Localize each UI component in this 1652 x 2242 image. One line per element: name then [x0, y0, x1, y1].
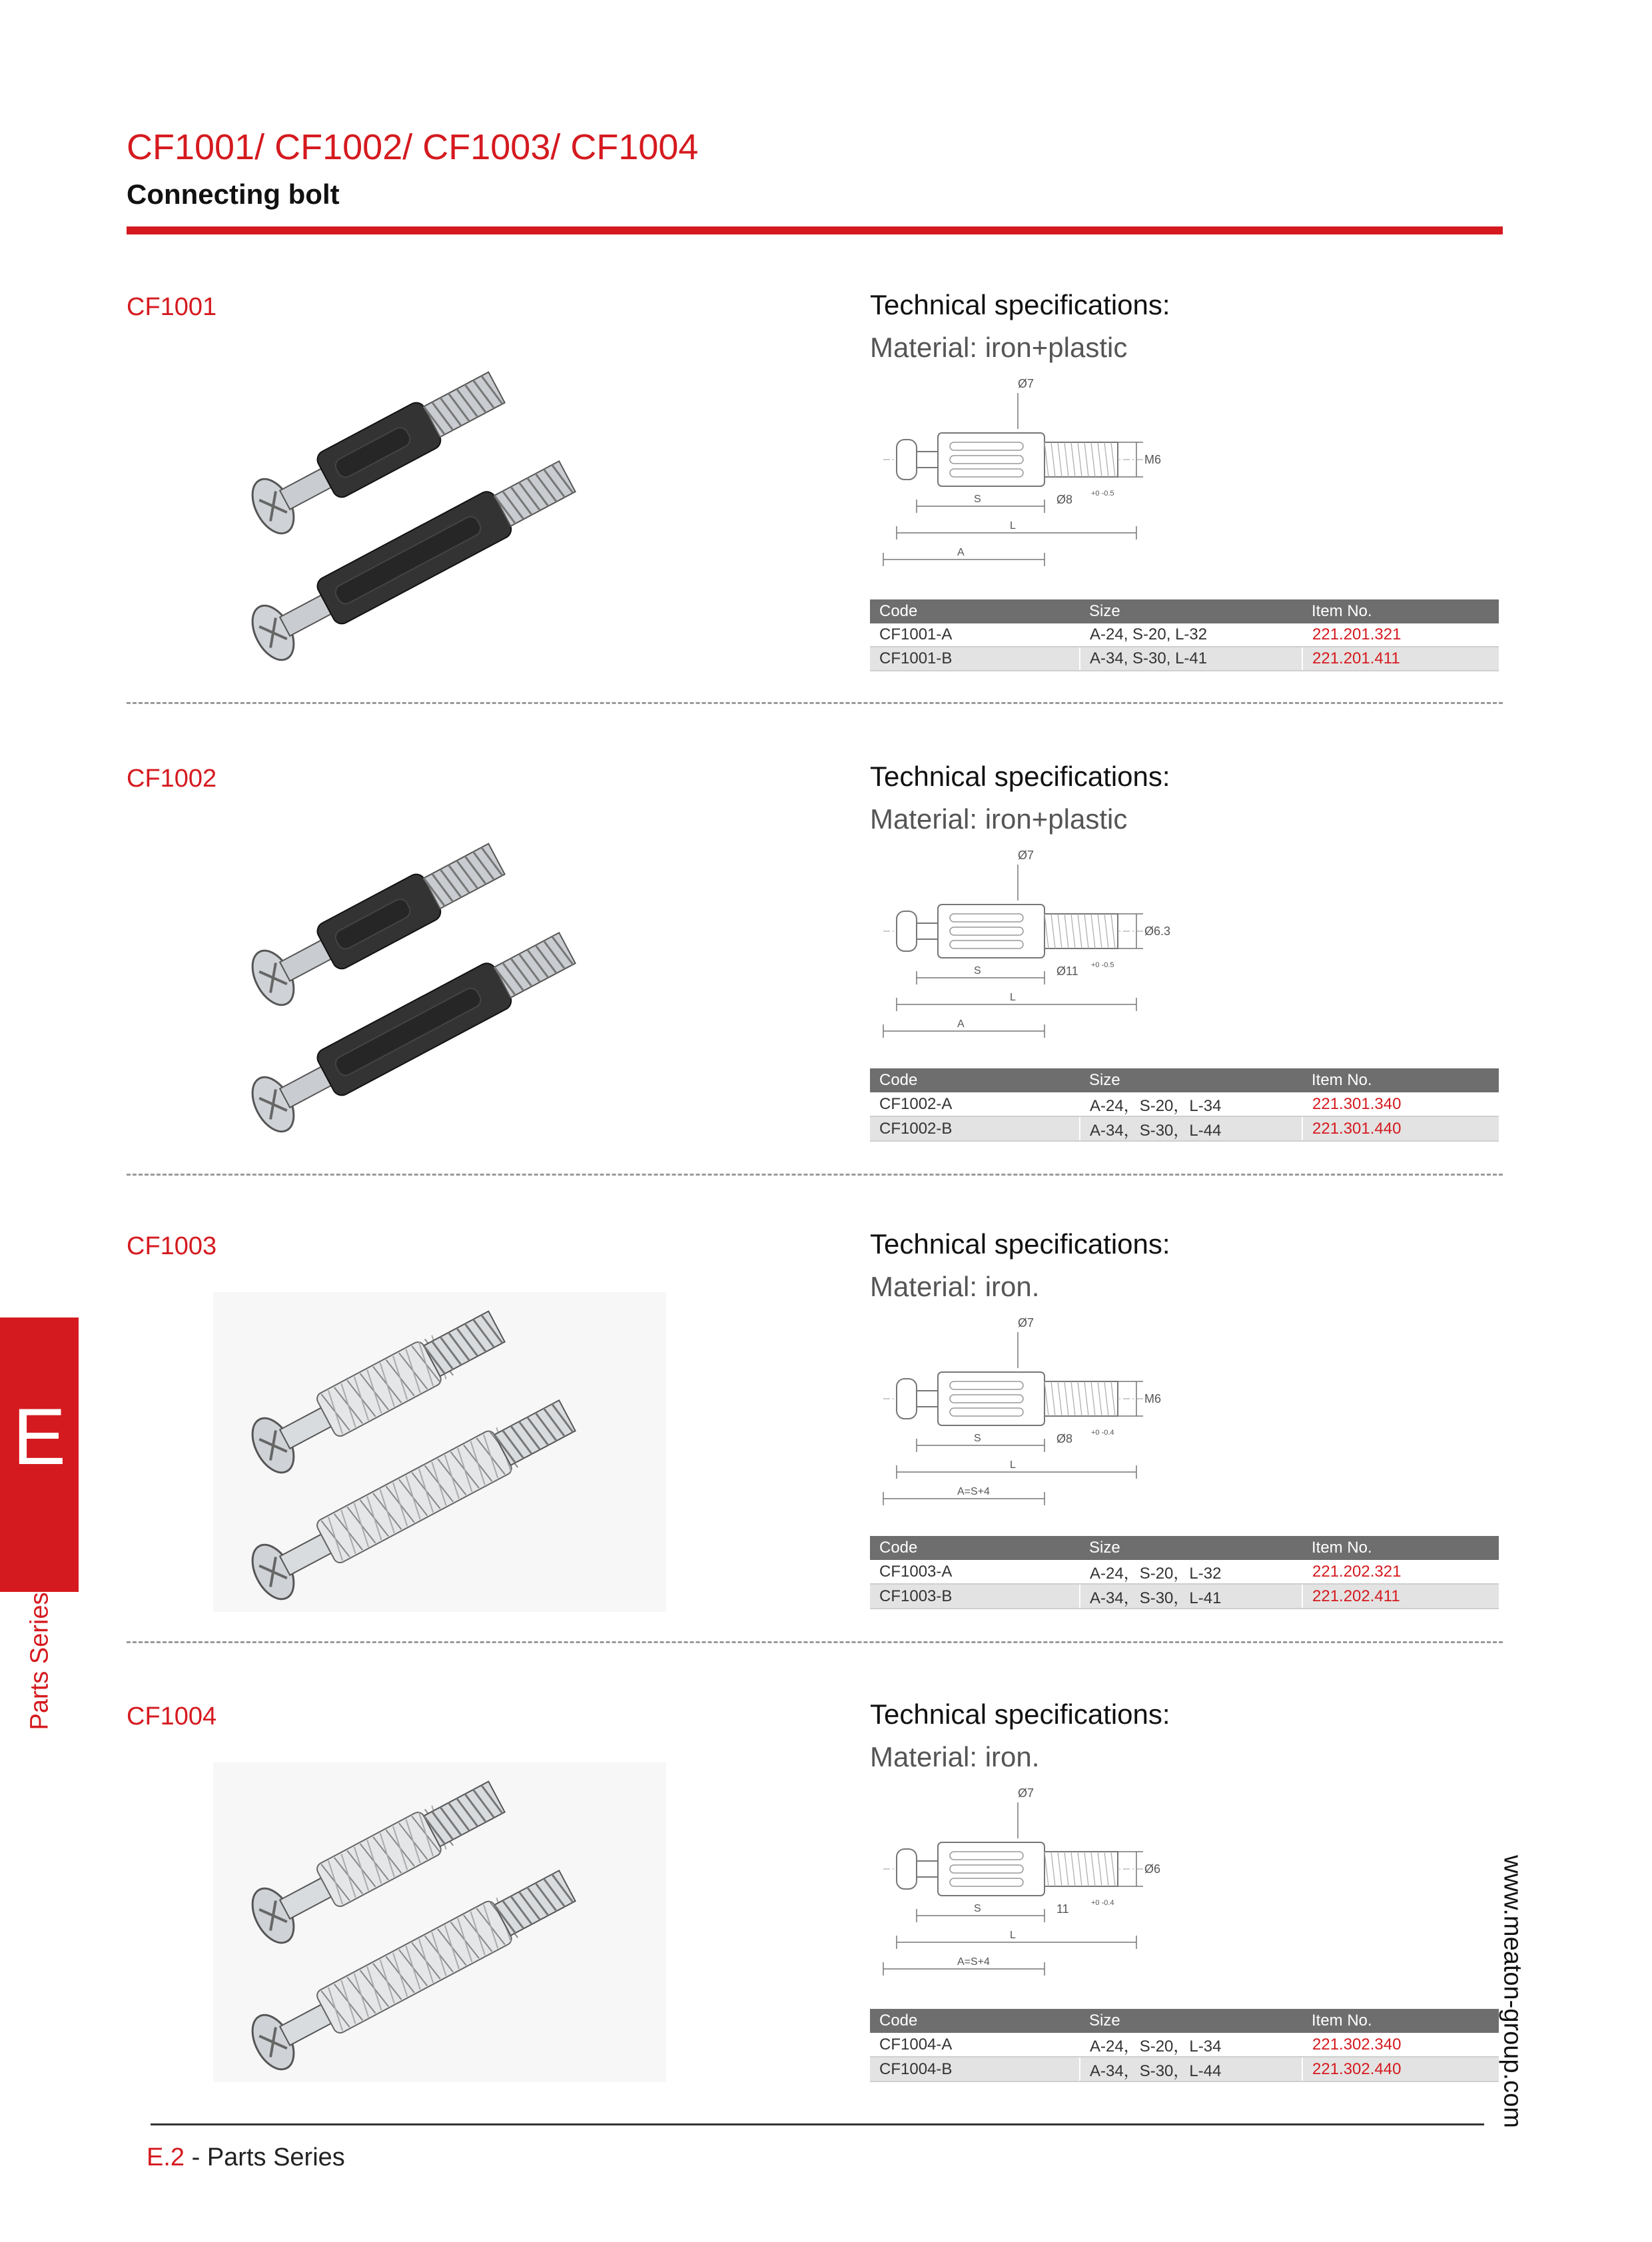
- drawing-head: [897, 1379, 917, 1419]
- col-size-header: Size: [1080, 1536, 1302, 1560]
- cell-code: CF1001-B: [870, 647, 1080, 671]
- dim-s-label: S: [974, 965, 981, 976]
- cell-size: A-24，S-20，L-34: [1080, 1092, 1302, 1116]
- table-header-row: [870, 2009, 1499, 2033]
- spec-material: Material: iron+plastic: [870, 803, 1128, 835]
- spec-title: Technical specifications:: [870, 1228, 1170, 1260]
- header-divider: [127, 226, 1503, 234]
- section-divider: [127, 1641, 1503, 1643]
- drawing-head: [897, 440, 917, 480]
- spec-table: [870, 1068, 1499, 1142]
- drawing-neck: [917, 452, 938, 468]
- page-subtitle: Connecting bolt: [127, 179, 340, 210]
- cell-code: CF1004-A: [870, 2033, 1080, 2057]
- spec-table: [870, 2009, 1499, 2082]
- cell-size: A-34，S-30，L-44: [1080, 2057, 1302, 2081]
- col-item-header: Item No.: [1302, 1068, 1499, 1092]
- cell-item-number: 221.201.411: [1302, 647, 1499, 671]
- product-photo: [200, 1279, 679, 1619]
- website-url[interactable]: www.meaton-group.com: [1498, 1855, 1527, 2128]
- product-code: CF1003: [127, 1232, 217, 1260]
- dim-l-label: L: [1010, 992, 1016, 1003]
- spec-title: Technical specifications:: [870, 761, 1170, 792]
- cell-item-number: 221.201.321: [1302, 623, 1499, 647]
- table-row: [870, 1584, 1499, 1609]
- cell-size: A-24，S-20，L-34: [1080, 2033, 1302, 2057]
- dim-diameter-label: Ø7: [1018, 849, 1034, 862]
- drawing-neck: [917, 1861, 938, 1877]
- product-code: CF1001: [127, 293, 217, 321]
- table-row: [870, 2033, 1499, 2057]
- table-header-row: [870, 599, 1499, 623]
- footer-separator: -: [185, 2143, 207, 2171]
- section-tab: [0, 1317, 79, 1592]
- drawing-body: [938, 433, 1044, 486]
- col-code-header: Code: [870, 2009, 1080, 2033]
- technical-drawing: [870, 845, 1176, 1051]
- cell-item-number: 221.302.440: [1302, 2057, 1499, 2081]
- dim-tolerance-label: +0 -0.4: [1091, 1429, 1114, 1437]
- cell-item-number: 221.302.340: [1302, 2033, 1499, 2057]
- spec-title: Technical specifications:: [870, 1698, 1170, 1730]
- col-item-header: Item No.: [1302, 599, 1499, 623]
- table-header-row: [870, 1536, 1499, 1560]
- cell-code: CF1003-A: [870, 1560, 1080, 1584]
- footer-section: Parts Series: [206, 2143, 345, 2171]
- col-code-header: Code: [870, 1068, 1080, 1092]
- dim-tolerance-label: +0 -0.5: [1091, 490, 1114, 498]
- cell-size: A-34，S-30，L-41: [1080, 1584, 1302, 1609]
- product-section: [0, 761, 1652, 1231]
- section-divider: [127, 702, 1503, 704]
- dim-thread-label: M6: [1144, 453, 1162, 466]
- col-size-header: Size: [1080, 599, 1302, 623]
- table-row: [870, 1092, 1499, 1116]
- col-item-header: Item No.: [1302, 2009, 1499, 2033]
- cell-code: CF1003-B: [870, 1584, 1080, 1609]
- cell-size: A-34，S-30，L-44: [1080, 1116, 1302, 1141]
- product-photo: [200, 811, 679, 1151]
- dim-diameter-label: Ø7: [1018, 1316, 1034, 1329]
- dim-body-label: Ø8: [1056, 1432, 1073, 1445]
- dim-tolerance-label: +0 -0.5: [1091, 961, 1114, 969]
- technical-drawing: [870, 1782, 1176, 1989]
- cell-code: CF1002-A: [870, 1092, 1080, 1116]
- dim-s-label: S: [974, 1903, 981, 1914]
- col-item-header: Item No.: [1302, 1536, 1499, 1560]
- product-section: [0, 1228, 1652, 1698]
- technical-drawing: [870, 1312, 1176, 1519]
- drawing-neck: [917, 923, 938, 939]
- table-row: [870, 1560, 1499, 1584]
- drawing-body: [938, 905, 1044, 958]
- cell-code: CF1002-B: [870, 1116, 1080, 1141]
- dim-body-label: Ø8: [1056, 493, 1073, 506]
- drawing-body: [938, 1372, 1044, 1425]
- product-photo: [200, 1749, 679, 2089]
- page-footer: [147, 2143, 345, 2172]
- table-header-row: [870, 1068, 1499, 1092]
- dim-tolerance-label: +0 -0.4: [1091, 1899, 1114, 1907]
- dim-a-label: A: [957, 547, 965, 558]
- table-row: [870, 2057, 1499, 2081]
- product-code: CF1002: [127, 765, 217, 793]
- cell-size: A-24, S-20, L-32: [1080, 623, 1302, 647]
- table-row: [870, 1116, 1499, 1141]
- col-code-header: Code: [870, 1536, 1080, 1560]
- dim-diameter-label: Ø7: [1018, 1786, 1034, 1800]
- dim-l-label: L: [1010, 1459, 1016, 1471]
- dim-body-label: Ø11: [1056, 964, 1078, 978]
- spec-material: Material: iron.: [870, 1271, 1040, 1302]
- section-tab-label: Parts Series: [25, 1592, 54, 1730]
- cell-size: A-34, S-30, L-41: [1080, 647, 1302, 671]
- section-divider: [127, 1174, 1503, 1176]
- dim-l-label: L: [1010, 520, 1016, 532]
- footer-divider: [151, 2123, 1484, 2125]
- section-tab-letter: E: [12, 1392, 67, 1481]
- page-title: CF1001/ CF1002/ CF1003/ CF1004: [127, 127, 699, 167]
- spec-title: Technical specifications:: [870, 289, 1170, 320]
- dim-a-label: A=S+4: [957, 1486, 990, 1497]
- cell-code: CF1001-A: [870, 623, 1080, 647]
- col-size-header: Size: [1080, 2009, 1302, 2033]
- cell-size: A-24，S-20，L-32: [1080, 1560, 1302, 1584]
- table-row: [870, 623, 1499, 647]
- dim-diameter-label: Ø7: [1018, 377, 1034, 390]
- product-code: CF1004: [127, 1702, 217, 1730]
- col-size-header: Size: [1080, 1068, 1302, 1092]
- drawing-body: [938, 1842, 1044, 1896]
- spec-table: [870, 599, 1499, 671]
- product-photo: [200, 340, 679, 679]
- product-section: [0, 1698, 1652, 2169]
- drawing-neck: [917, 1391, 938, 1407]
- cell-item-number: 221.202.411: [1302, 1584, 1499, 1609]
- dim-thread-label: M6: [1144, 1392, 1162, 1405]
- dim-body-label: 11: [1056, 1902, 1069, 1916]
- technical-drawing: [870, 373, 1176, 579]
- col-code-header: Code: [870, 599, 1080, 623]
- dim-thread-label: Ø6: [1144, 1862, 1161, 1876]
- spec-table: [870, 1536, 1499, 1609]
- drawing-head: [897, 911, 917, 951]
- spec-material: Material: iron+plastic: [870, 332, 1128, 363]
- cell-item-number: 221.301.440: [1302, 1116, 1499, 1141]
- drawing-head: [897, 1849, 917, 1889]
- table-row: [870, 647, 1499, 671]
- spec-material: Material: iron.: [870, 1741, 1040, 1772]
- cell-item-number: 221.202.321: [1302, 1560, 1499, 1584]
- dim-s-label: S: [974, 1433, 981, 1444]
- cell-item-number: 221.301.340: [1302, 1092, 1499, 1116]
- page-number: E.2: [147, 2143, 185, 2171]
- dim-a-label: A=S+4: [957, 1956, 990, 1968]
- dim-l-label: L: [1010, 1930, 1016, 1941]
- cell-code: CF1004-B: [870, 2057, 1080, 2081]
- dim-thread-label: Ø6.3: [1144, 925, 1171, 938]
- dim-a-label: A: [957, 1018, 965, 1030]
- product-section: [0, 289, 1652, 759]
- dim-s-label: S: [974, 494, 981, 505]
